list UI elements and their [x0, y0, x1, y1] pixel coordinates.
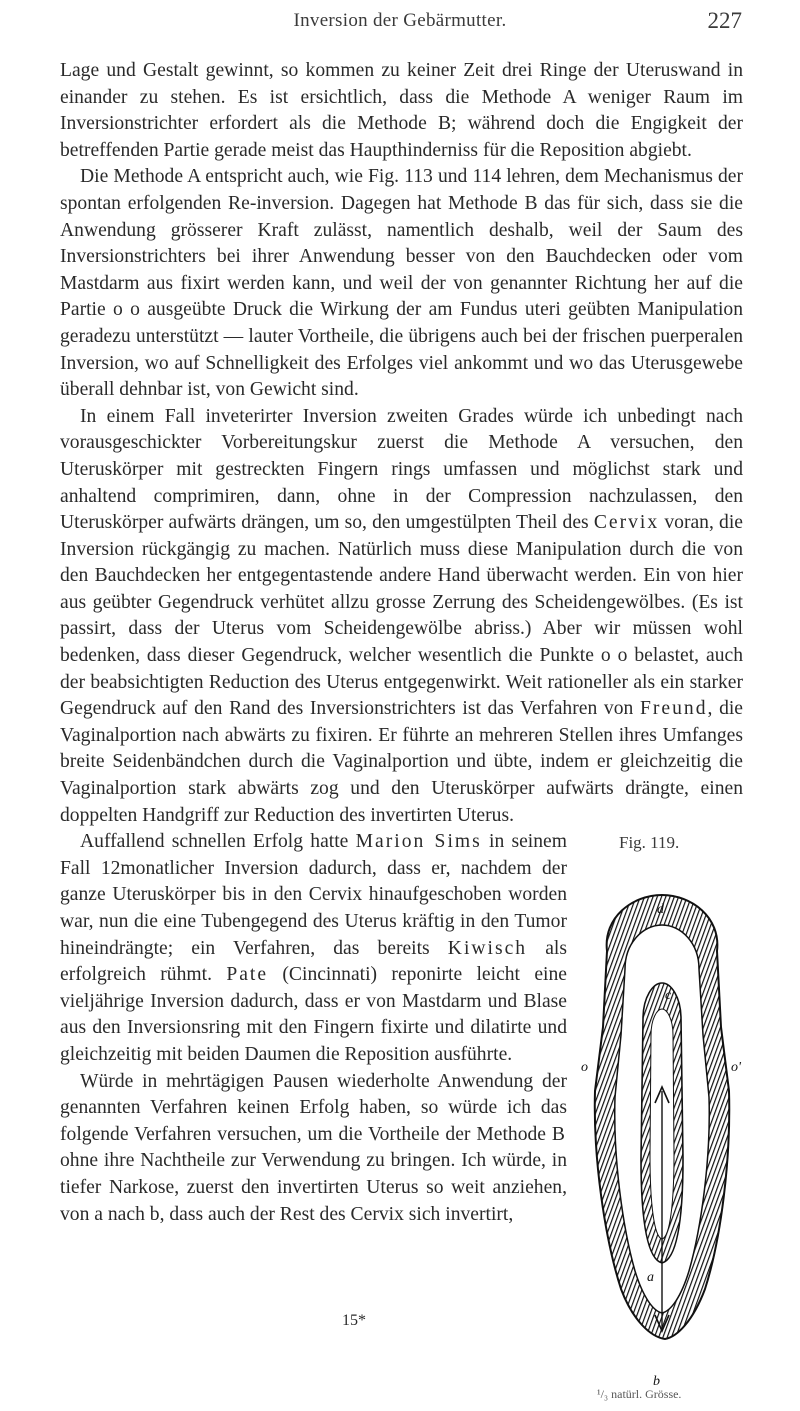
running-title: Inversion der Gebärmutter. [293, 10, 507, 31]
paragraph-4-text-b: in seinem Fall 12monatlicher Inversion dadurch, dass er, nachdem der ganze Uteruskörper bis in den Cervix hinaufgeschoben worden war, nun die eine Tubengegend des Uterus kräftig in den Tumor hineindrängte; ein Verfahren, das bereits [60, 831, 567, 959]
paragraph-4-text-a: Auffallend schnellen Erfolg hatte [80, 831, 356, 853]
author-kiwisch: Kiwisch [447, 937, 528, 959]
letter-d: d [657, 902, 664, 918]
letter-o-left: o [581, 1060, 588, 1076]
author-freund: Freund [639, 698, 708, 720]
figure-scale-caption: ¹/₃ natürl. Grösse. [597, 1387, 682, 1402]
page-number: 227 [707, 8, 742, 33]
author-pate: Pate [226, 964, 269, 986]
paragraph-1: Lage und Gestalt gewinnt, so kommen zu keiner Zeit drei Ringe der Uteruswand in einander zu stehen. Es ist ersichtlich, dass die Methode A weniger Raum im Inversionstrichter erfordert als die Methode B; während doch die Engigkeit der betreffenden Partie gerade meist das Haupthinderniss für die Reposition abgiebt. [60, 60, 743, 161]
inverted-uterus-illustration [581, 859, 743, 1389]
figure-119 [581, 835, 743, 1411]
body-text [60, 58, 743, 1411]
method-b: B [551, 1123, 567, 1145]
term-cervix: Cervix [593, 512, 660, 534]
paragraph-4-text-d: (Cincinnati) reponirte leicht eine vieljährige Inversion dadurch, dass er von Mastdarm und Blase aus den Inversionsring mit den Fingern fixirte und dilatirte und gleichzeitig mit beiden Daumen die Reposition ausführte. [60, 964, 567, 1065]
paragraph-5-text-b: ohne ihre Nachtheile zur Verwendung zu bringen. Ich würde, in tiefer Narkose, zuerst den invertirten Uterus so weit anziehen, von a nach b, dass auch der Rest des Cervix sich invertirt, [60, 1150, 567, 1225]
figure-label: Fig. 119. [619, 833, 680, 853]
letter-c: c [665, 988, 672, 1004]
printer-signature: 15* [342, 1312, 366, 1329]
paragraph-3-text-b: voran, die Inversion rückgängig zu machen. Natürlich muss diese Manipulation durch die von den Bauchdecken her entgegentastende andere Hand überwacht werden. Ein von hier aus geübter Gegendruck verhütet allzu grosse Zerrung des Scheidengewölbes. (Es ist passirt, dass der Uterus vom Scheidengewölbe abriss.) Aber wir müssen wohl bedenken, dass dieser Gegendruck, welcher wesentlich die Punkte o o belastet, auch der beabsichtigten Reduction des Uterus entgegenwirkt. Weit rationeller als ein starker Gegendruck auf den Rand des Inversionstrichters ist das Verfahren von [60, 512, 743, 720]
letter-a: a [647, 1270, 654, 1286]
paragraph-3-text-c: , die Vaginalportion nach abwärts zu fixiren. Er führte an mehreren Stellen ihres Umfanges breite Seidenbändchen durch die Vaginalportion und übte, indem er gleichzeitig die Vaginalportion stark abwärts zog und den Uteruskörper aufwärts drängte, einen doppelten Handgriff zur Reduction des invertirten Uterus. [60, 698, 744, 826]
letter-o-right: o' [731, 1060, 741, 1076]
paragraph-3-text-a: In einem Fall inveterirter Inversion zweiten Grades würde ich unbedingt nach vorausgeschickter Vorbereitungskur zuerst die Methode A versuchen, den Uteruskörper mit gestreckten Fingern rings umfassen und möglichst stark und anhaltend comprimiren, dann, ohne in der Compression nachzulassen, den Uteruskörper aufwärts drängen, um so, den umgestülpten Theil des [60, 405, 743, 534]
paragraph-4-text-c: als erfolgreich rühmt. [60, 937, 567, 986]
paragraph-2: Die Methode A entspricht auch, wie Fig. 113 und 114 lehren, dem Mechanismus der spontan erfolgenden Re-inversion. Dagegen hat Methode B das für sich, dass sie die Anwendung grösserer Kraft zulässt, namentlich deshalb, weil der Saum des Inversionstrichters bei ihrer Anwendung besser von den Bauchdecken oder vom Mastdarm aus fixirt werden kann, und weil der von genannter Richtung her auf die Partie o o ausgeübte Druck die Wirkung der am Fundus uteri geübten Manipulation geradezu unterstützt — lauter Vortheile, die übrigens auch bei der frischen puerperalen Inversion, wo auf Schnelligkeit des Erfolges viel ankommt und wo das Uterusgewebe überall dehnbar ist, von Gewicht sind. [60, 166, 743, 401]
paragraph-5-text-a: Würde in mehrtägigen Pausen wiederholte Anwendung der genannten Verfahren keinen Erfolg haben, so würde ich das folgende Verfahren versuchen, um die Vortheile der Methode [60, 1070, 567, 1145]
letter-b: b [653, 1374, 660, 1390]
paragraph-3 [60, 404, 743, 830]
author-marion-sims: Marion Sims [355, 831, 482, 853]
running-head [0, 8, 800, 38]
